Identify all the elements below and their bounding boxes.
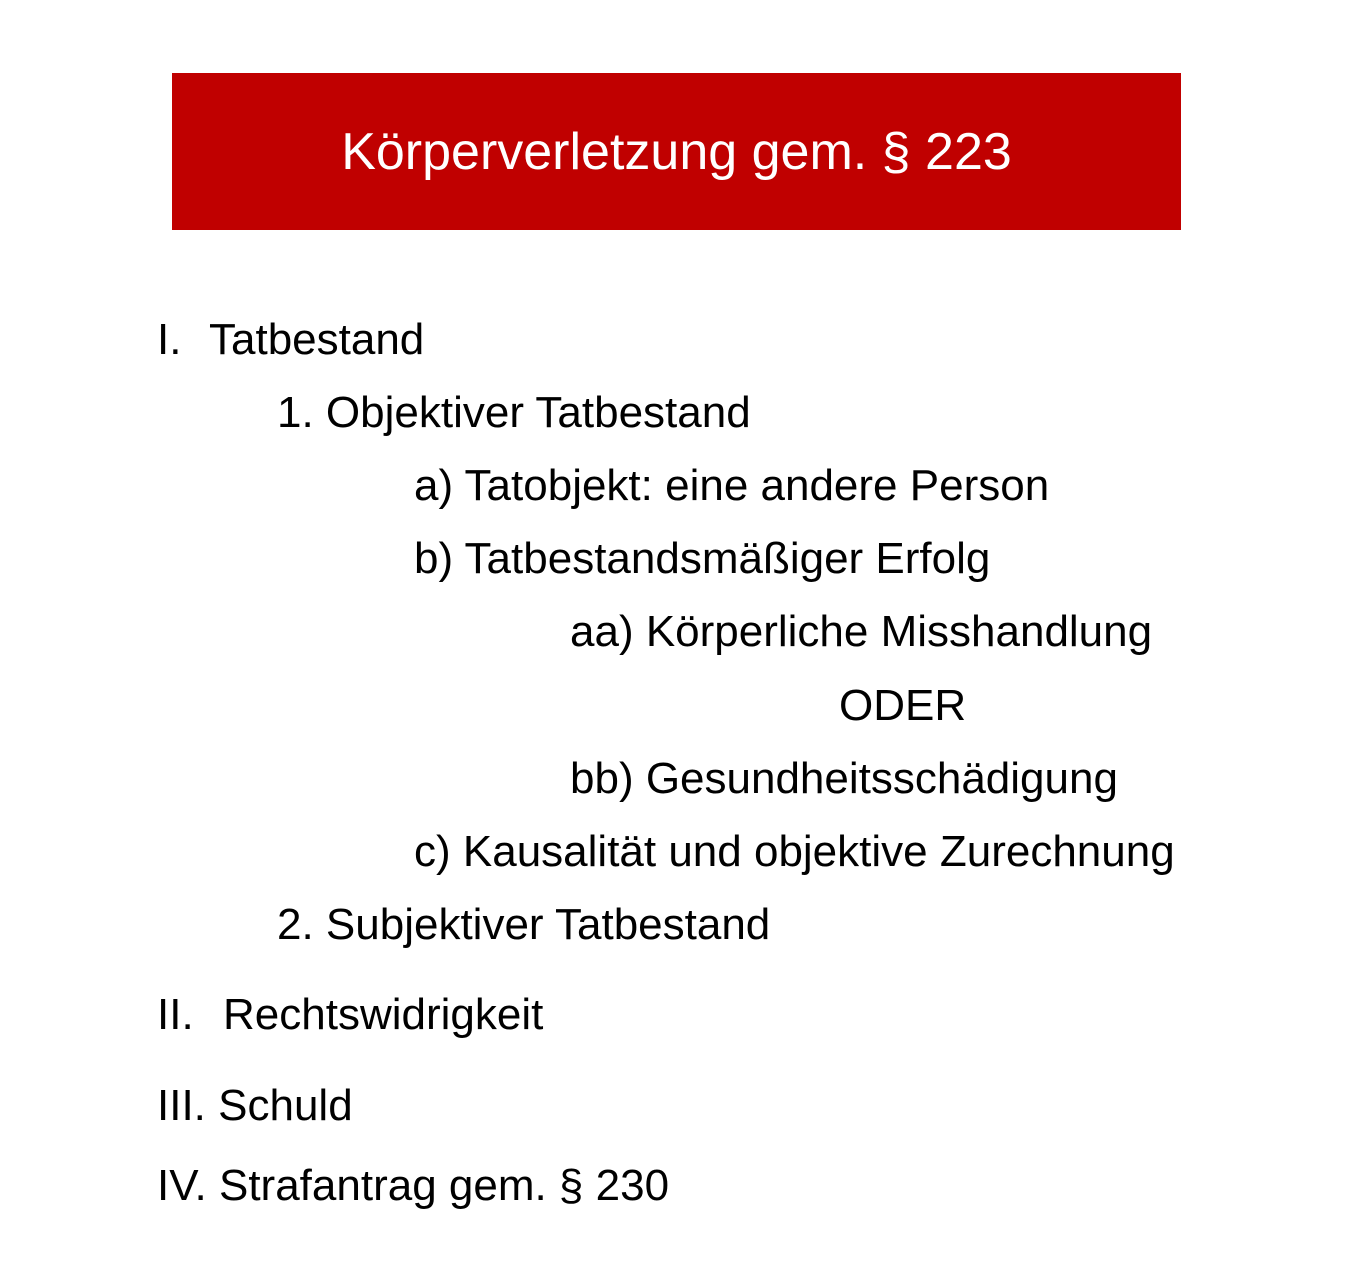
outline-label-tatbestand: Tatbestand (209, 315, 425, 364)
outline-item-subjektiver-tatbestand: 2. Subjektiver Tatbestand (277, 900, 771, 949)
outline-item-tatobjekt: a) Tatobjekt: eine andere Person (414, 461, 1050, 510)
title-banner (172, 73, 1181, 230)
outline-item-strafantrag: IV. Strafantrag gem. § 230 (157, 1161, 670, 1210)
outline-item-schuld: III. Schuld (157, 1081, 353, 1130)
outline-item-tatbestandsmaessiger-erfolg: b) Tatbestandsmäßiger Erfolg (414, 534, 991, 583)
page-title: Körperverletzung gem. § 223 (341, 122, 1012, 181)
outline-label-rechtswidrigkeit: Rechtswidrigkeit (223, 990, 544, 1039)
outline-numeral-i: I. (157, 315, 182, 364)
outline-item-gesundheitsschaedigung: bb) Gesundheitsschädigung (570, 754, 1118, 803)
outline-item-ii (157, 990, 544, 1039)
outline-item-i (157, 315, 425, 364)
outline-item-kausalitaet: c) Kausalität und objektive Zurechnung (414, 827, 1175, 876)
outline-item-koerperliche-misshandlung: aa) Körperliche Misshandlung (570, 607, 1153, 656)
outline-numeral-ii: II. (157, 990, 194, 1039)
outline-connector-oder: ODER (839, 681, 967, 730)
outline-item-objektiver-tatbestand: 1. Objektiver Tatbestand (277, 388, 751, 437)
